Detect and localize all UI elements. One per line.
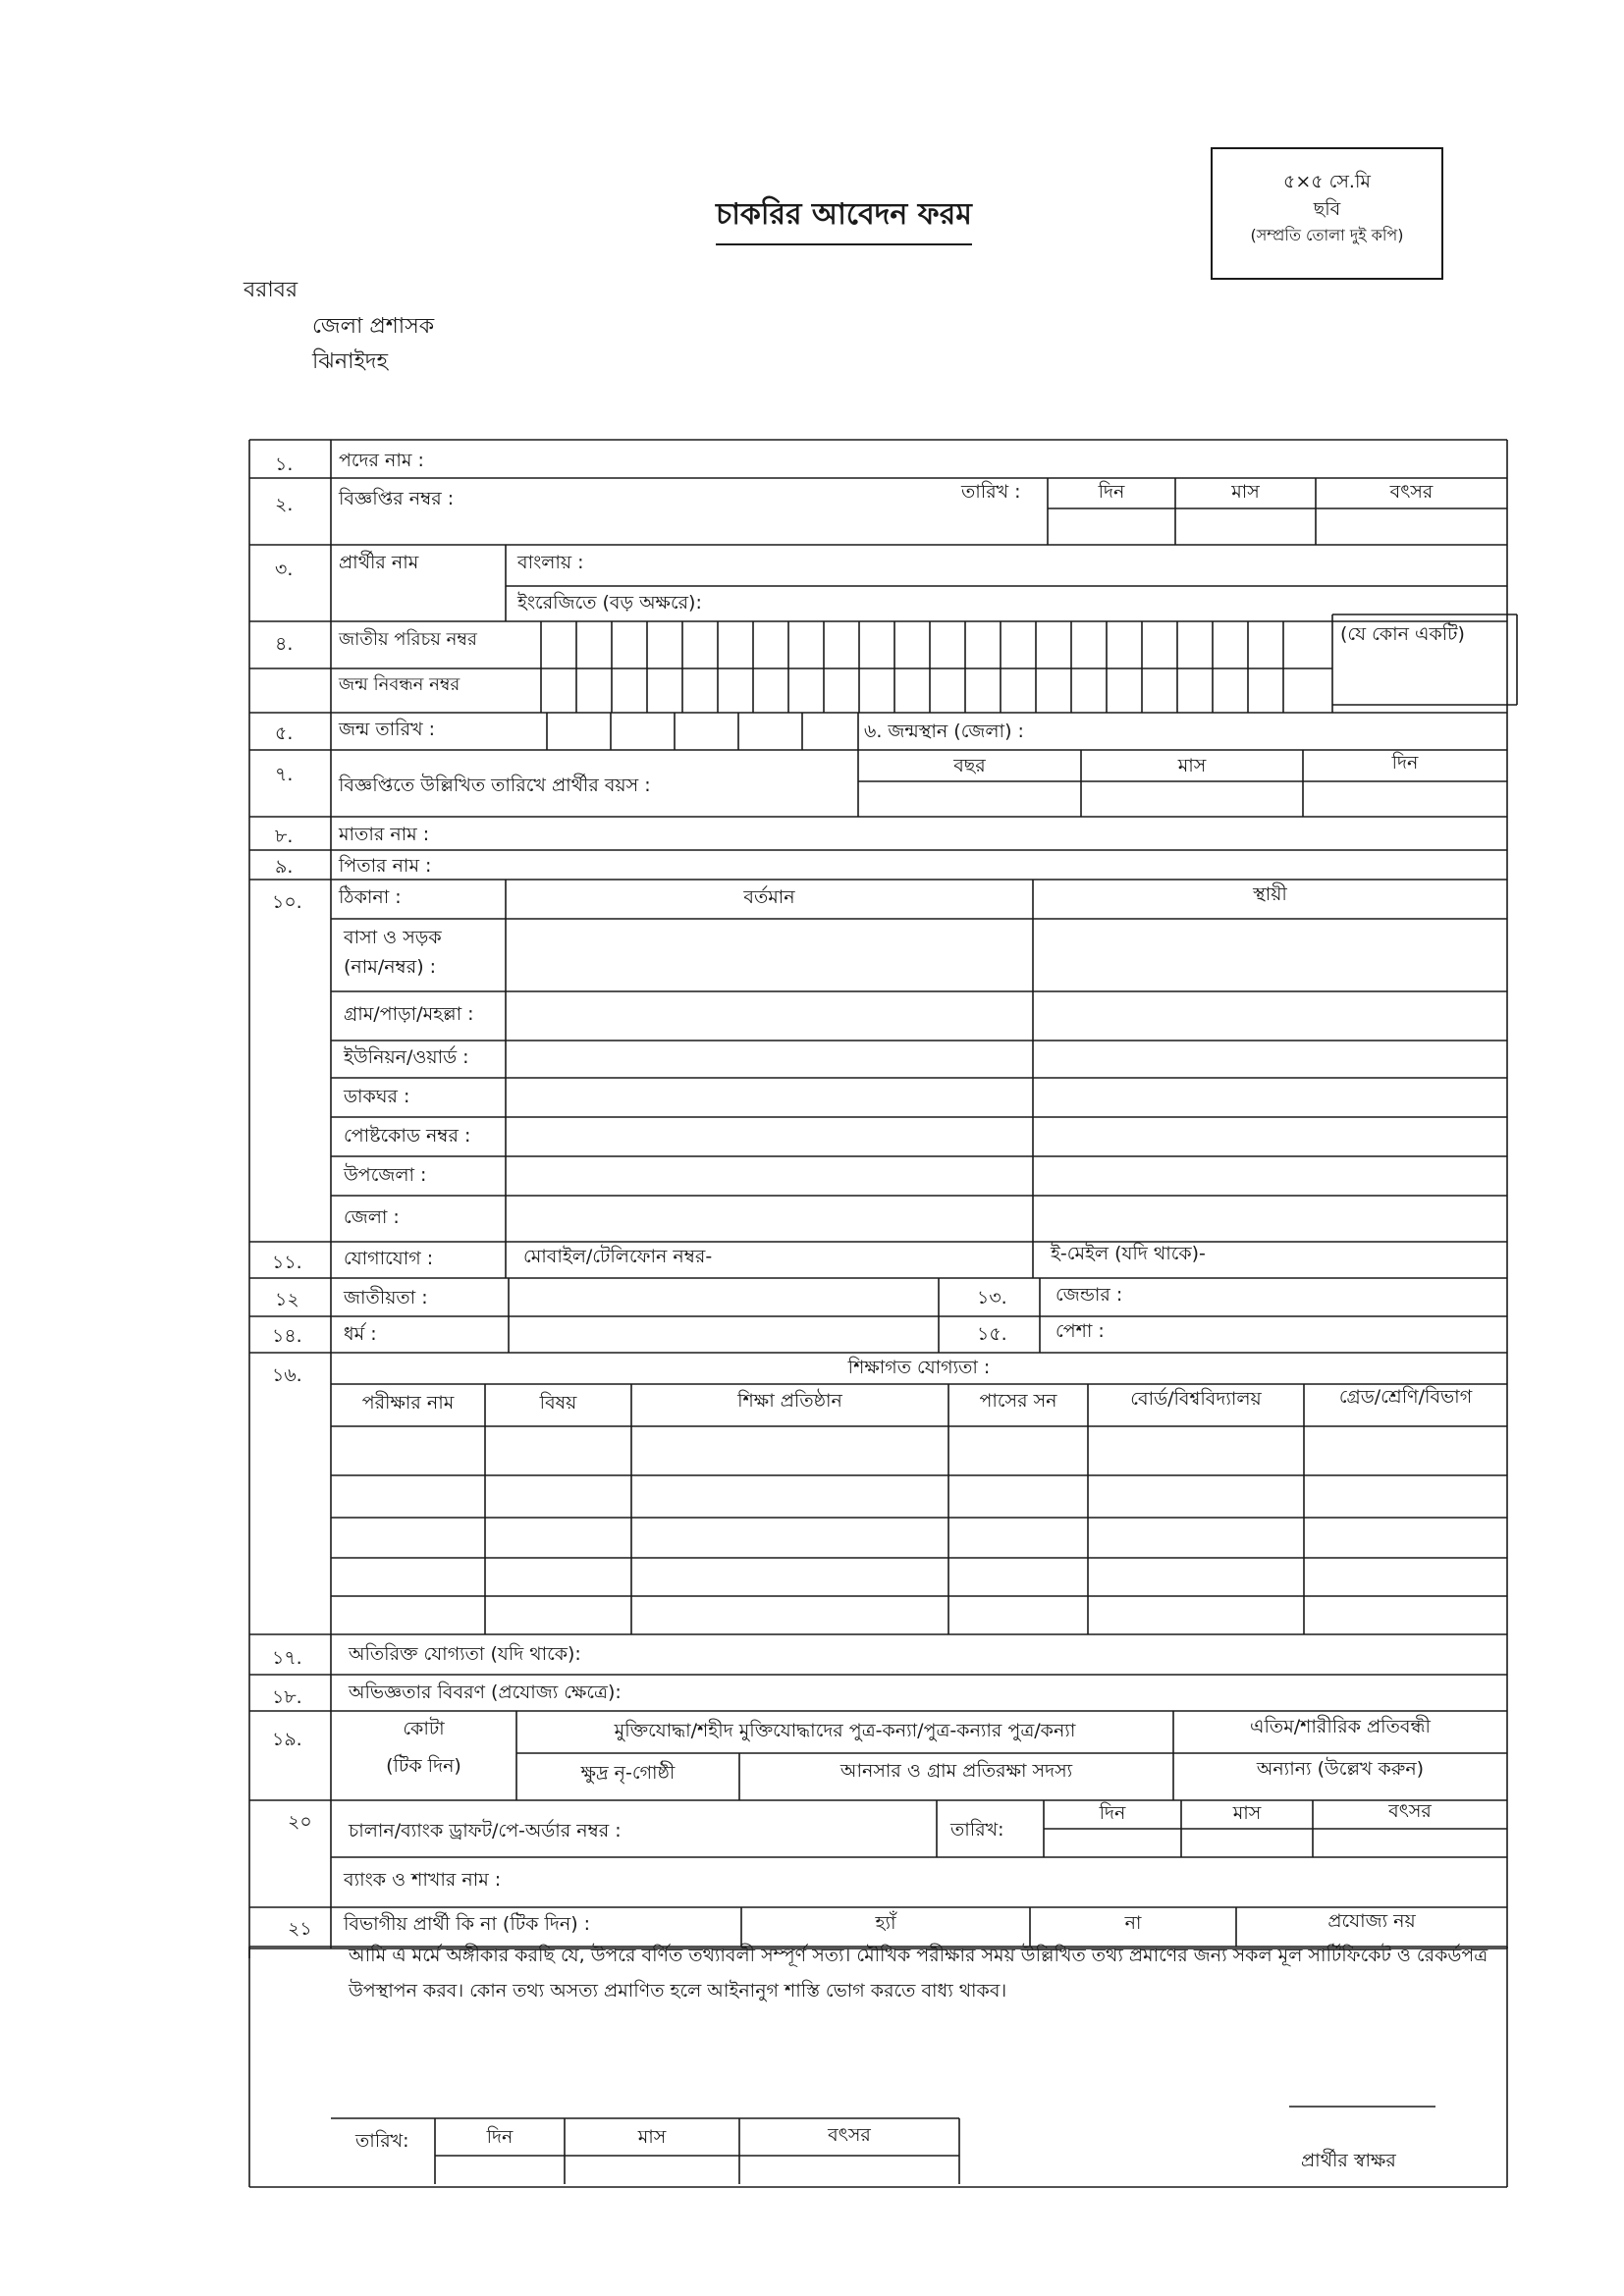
quota-ansar-vdp[interactable]: আনসার ও গ্রাম প্রতিরক্ষা সদস্য bbox=[839, 1760, 1073, 1782]
row-number: ৮. bbox=[275, 826, 294, 847]
present-address-header: বর্তমান bbox=[743, 886, 795, 908]
year-header: বৎসর bbox=[1389, 481, 1434, 503]
edu-header-grade: গ্রেড/শ্রেণি/বিভাগ bbox=[1338, 1386, 1473, 1408]
challan-number-label: চালান/ব্যাংক ড্রাফট/পে-অর্ডার নম্বর : bbox=[349, 1820, 622, 1842]
address-line1: জেলা প্রশাসক bbox=[312, 314, 435, 339]
religion-label: ধর্ম : bbox=[344, 1323, 377, 1345]
row-number: ৯. bbox=[275, 856, 294, 878]
photo-label: ছবি bbox=[1313, 198, 1341, 220]
birth-place-label: ৬. জন্মস্থান (জেলা) : bbox=[864, 721, 1024, 742]
row-number: ১১. bbox=[272, 1252, 302, 1273]
row-number: ৭. bbox=[275, 764, 294, 785]
nid-label: জাতীয় পরিচয় নম্বর bbox=[339, 629, 477, 650]
quota-ethnic-minority[interactable]: ক্ষুদ্র নৃ-গোষ্ঠী bbox=[580, 1762, 676, 1784]
departmental-candidate-label: বিভাগীয় প্রার্থী কি না (টিক দিন) : bbox=[344, 1913, 591, 1935]
option-no[interactable]: না bbox=[1124, 1912, 1142, 1934]
applicant-name-label: প্রার্থীর নাম bbox=[339, 552, 419, 573]
contact-label: যোগাযোগ : bbox=[344, 1248, 434, 1269]
edu-header-board: বোর্ড/বিশ্ববিদ্যালয় bbox=[1130, 1388, 1262, 1410]
challan-month-header: মাস bbox=[1232, 1802, 1262, 1824]
row-number: ২. bbox=[275, 494, 294, 515]
mother-name-label: মাতার নাম : bbox=[339, 824, 430, 845]
option-yes[interactable]: হ্যাঁ bbox=[875, 1912, 896, 1934]
name-english-label: ইংরেজিতে (বড় অক্ষরে): bbox=[517, 592, 702, 614]
row-number: ৩. bbox=[275, 559, 294, 580]
edu-header-exam: পরীক্ষার নাম bbox=[361, 1392, 455, 1414]
row-number: ১০. bbox=[272, 891, 302, 913]
sign-day-header: দিন bbox=[486, 2126, 514, 2148]
row-number: ১৩. bbox=[977, 1287, 1007, 1308]
challan-year-header: বৎসর bbox=[1388, 1800, 1432, 1822]
nationality-label: জাতীয়তা : bbox=[344, 1287, 428, 1308]
post-name-label: পদের নাম : bbox=[339, 450, 424, 471]
upazila-label: উপজেলা : bbox=[344, 1164, 427, 1186]
quota-tick-note: (টিক দিন) bbox=[386, 1755, 461, 1777]
challan-day-header: দিন bbox=[1099, 1802, 1126, 1824]
photo-note: (সম্প্রতি তোলা দুই কপি) bbox=[1250, 226, 1404, 244]
village-label: গ্রাম/পাড়া/মহল্লা : bbox=[344, 1003, 474, 1025]
declaration-text: আমি এ মর্মে অঙ্গীকার করছি যে, উপরে বর্ণিত তথ্যাবলী সম্পূর্ণ সত্য। মৌখিক পরীক্ষার সময় উল্লিখিত তথ্য প্রমাণের জন্য সকল মূল সার্টিফিকেট ও রেকর্ডপত্র উপস্থাপন করব। কোন তথ্য অসত্য প্রমাণিত হলে আইনানুগ শাস্তি ভোগ করতে বাধ্য থাকব। bbox=[349, 1945, 1489, 2002]
post-office-label: ডাকঘর : bbox=[344, 1086, 410, 1107]
form-title: চাকরির আবেদন ফরম bbox=[716, 190, 972, 245]
row-number: ১২ bbox=[275, 1289, 299, 1310]
edu-header-passing-year: পাসের সন bbox=[979, 1390, 1057, 1412]
photo-size: ৫×৫ সে.মি bbox=[1283, 171, 1371, 192]
mobile-label: মোবাইল/টেলিফোন নম্বর- bbox=[523, 1246, 713, 1267]
quota-label: কোটা bbox=[403, 1718, 445, 1739]
day-header: দিন bbox=[1098, 481, 1125, 503]
birth-date-label: জন্ম তারিখ : bbox=[339, 719, 435, 740]
row-number: ১৭. bbox=[272, 1647, 302, 1669]
age-label: বিজ্ঞপ্তিতে উল্লিখিত তারিখে প্রার্থীর বয়স : bbox=[339, 774, 651, 796]
circular-date-label: তারিখ : bbox=[961, 481, 1021, 503]
birth-reg-label: জন্ম নিবন্ধন নম্বর bbox=[339, 674, 460, 695]
district-label: জেলা : bbox=[344, 1206, 400, 1228]
edu-header-subject: বিষয় bbox=[539, 1392, 577, 1414]
row-number: ২১ bbox=[288, 1918, 312, 1940]
quota-others[interactable]: অন্যান্য (উল্লেখ করুন) bbox=[1256, 1758, 1425, 1780]
gender-label: জেন্ডার : bbox=[1056, 1284, 1123, 1306]
month-header: মাস bbox=[1231, 481, 1260, 503]
edu-header-institution: শিক্ষা প্রতিষ্ঠান bbox=[737, 1390, 842, 1412]
age-day-header: দিন bbox=[1391, 752, 1419, 774]
address-to: বরাবর bbox=[244, 278, 298, 302]
applicant-signature-label: প্রার্থীর স্বাক্ষর bbox=[1301, 2150, 1396, 2171]
quota-freedom-fighter[interactable]: মুক্তিযোদ্ধা/শহীদ মুক্তিযোদ্ধাদের পুত্র-কন্যা/পুত্র-কন্যার পুত্র/কন্যা bbox=[614, 1720, 1076, 1741]
sign-year-header: বৎসর bbox=[828, 2124, 871, 2146]
additional-qualification-label: অতিরিক্ত যোগ্যতা (যদি থাকে): bbox=[349, 1643, 581, 1665]
union-label: ইউনিয়ন/ওয়ার্ড : bbox=[344, 1046, 469, 1068]
sign-date-label: তারিখ: bbox=[355, 2130, 409, 2152]
postcode-label: পোষ্টকোড নম্বর : bbox=[344, 1125, 471, 1147]
email-label: ই-মেইল (যদি থাকে)- bbox=[1051, 1243, 1206, 1264]
row-number: ১৮. bbox=[272, 1686, 302, 1708]
row-number: ১৬. bbox=[272, 1364, 302, 1386]
circular-number-label: বিজ্ঞপ্তির নম্বর : bbox=[339, 488, 455, 509]
house-road-label: বাসা ও সড়ক bbox=[344, 927, 442, 948]
quota-orphan-disabled[interactable]: এতিম/শারীরিক প্রতিবন্ধী bbox=[1250, 1716, 1431, 1737]
challan-date-label: তারিখ: bbox=[950, 1819, 1004, 1841]
row-number: ১৪. bbox=[272, 1325, 302, 1347]
row-number: ১৯. bbox=[272, 1729, 302, 1750]
address-line2: ঝিনাইদহ bbox=[312, 349, 389, 374]
bank-branch-label: ব্যাংক ও শাখার নাম : bbox=[344, 1869, 502, 1891]
sign-month-header: মাস bbox=[637, 2126, 667, 2148]
row-number: ৫. bbox=[275, 722, 294, 744]
row-number: ১৫. bbox=[977, 1323, 1007, 1345]
father-name-label: পিতার নাম : bbox=[339, 855, 432, 877]
option-not-applicable[interactable]: প্রযোজ্য নয় bbox=[1327, 1910, 1416, 1932]
row-number: ২০ bbox=[288, 1811, 312, 1833]
education-heading: শিক্ষাগত যোগ্যতা : bbox=[847, 1357, 991, 1378]
house-road-label-sub: (নাম/নম্বর) : bbox=[344, 956, 437, 978]
occupation-label: পেশা : bbox=[1056, 1320, 1105, 1342]
experience-label: অভিজ্ঞতার বিবরণ (প্রযোজ্য ক্ষেত্রে): bbox=[349, 1682, 622, 1703]
age-year-header: বছর bbox=[953, 755, 986, 776]
name-bangla-label: বাংলায় : bbox=[517, 552, 584, 573]
row-number: ১. bbox=[275, 454, 294, 475]
permanent-address-header: স্থায়ী bbox=[1253, 883, 1287, 905]
either-one-note: (যে কোন একটি) bbox=[1340, 623, 1465, 645]
age-month-header: মাস bbox=[1177, 755, 1207, 776]
address-label: ঠিকানা : bbox=[339, 886, 402, 908]
row-number: ৪. bbox=[275, 633, 294, 655]
